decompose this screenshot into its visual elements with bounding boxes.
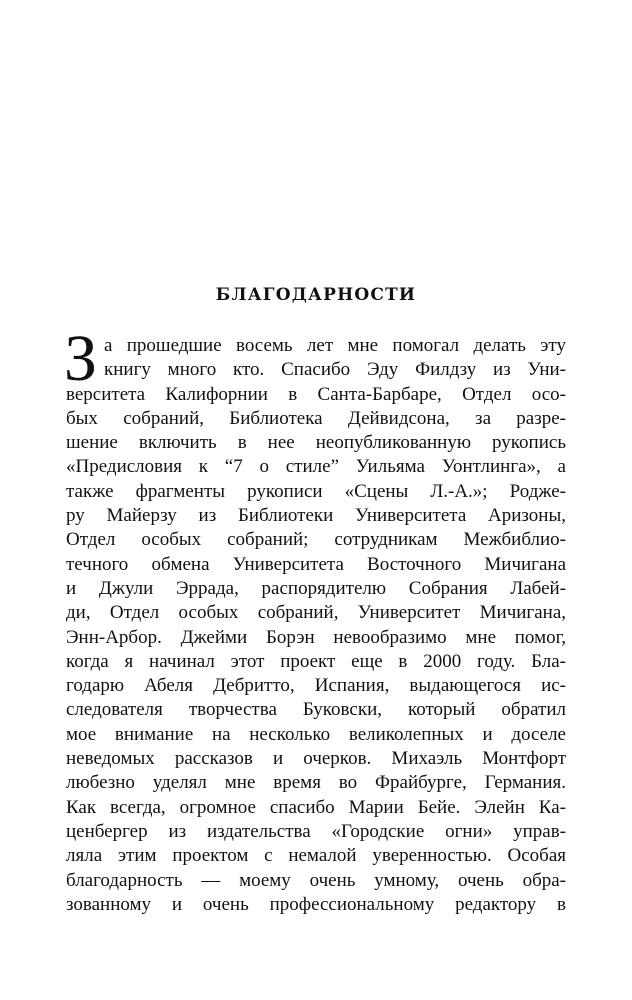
text-line: бых собраний, Библиотека Дейвидсона, за разре- xyxy=(66,407,566,429)
text-line: течного обмена Университета Восточного Мичигана xyxy=(66,553,566,575)
text-line: и Джули Эррада, распорядителю Собрания Лабей- xyxy=(66,577,566,599)
text-line: годарю Абеля Дебритто, Испания, выдающегося ис- xyxy=(66,675,566,697)
text-line: Энн-Арбор. Джейми Борэн невообразимо мне помог, xyxy=(66,626,566,648)
text-line: книгу много кто. Спасибо Эду Филдзу из Уни- xyxy=(104,359,566,381)
text-line: также фрагменты рукописи «Сцены Л.-А.»; Родже- xyxy=(66,480,566,502)
text-line: «Предисловия к “7 о стиле” Уильяма Уонтлинга», а xyxy=(66,456,566,478)
text-line: благодарность — моему очень умному, очень обра- xyxy=(66,869,566,891)
text-line: неведомых рассказов и очерков. Михаэль Монтфорт xyxy=(66,748,566,770)
text-line: мое внимание на несколько великолепных и доселе xyxy=(66,723,566,745)
text-line: когда я начинал этот проект еще в 2000 году. Бла- xyxy=(66,650,566,672)
text-line: Отдел особых собраний; сотрудникам Межбиблио- xyxy=(66,529,566,551)
text-line: Как всегда, огромное спасибо Марии Бейе. Элейн Ка- xyxy=(66,796,566,818)
text-line: ди, Отдел особых собраний, Университет Мичигана, xyxy=(66,602,566,624)
text-line: шение включить в нее неопубликованную рукопись xyxy=(66,432,566,454)
text-line: зованному и очень профессиональному редактору в xyxy=(66,893,566,915)
text-line: следователя творчества Буковски, который обратил xyxy=(66,699,566,721)
page-title: БЛАГОДАРНОСТИ xyxy=(215,285,417,305)
text-line: а прошедшие восемь лет мне помогал делать эту xyxy=(104,335,566,356)
drop-cap-letter: З xyxy=(64,322,98,395)
text-line: ценбергер из издательства «Городские огни» управ- xyxy=(66,820,566,842)
text-line: любезно уделял мне время во Фрайбурге, Германия. xyxy=(66,772,566,794)
text-line: ляла этим проектом с немалой уверенностью. Особая xyxy=(66,845,566,867)
acknowledgements-text xyxy=(64,322,566,917)
text-line: ру Майерзу из Библиотеки Университета Аризоны, xyxy=(66,505,566,527)
text-line: верситета Калифорнии в Санта-Барбаре, Отдел осо- xyxy=(66,383,566,405)
